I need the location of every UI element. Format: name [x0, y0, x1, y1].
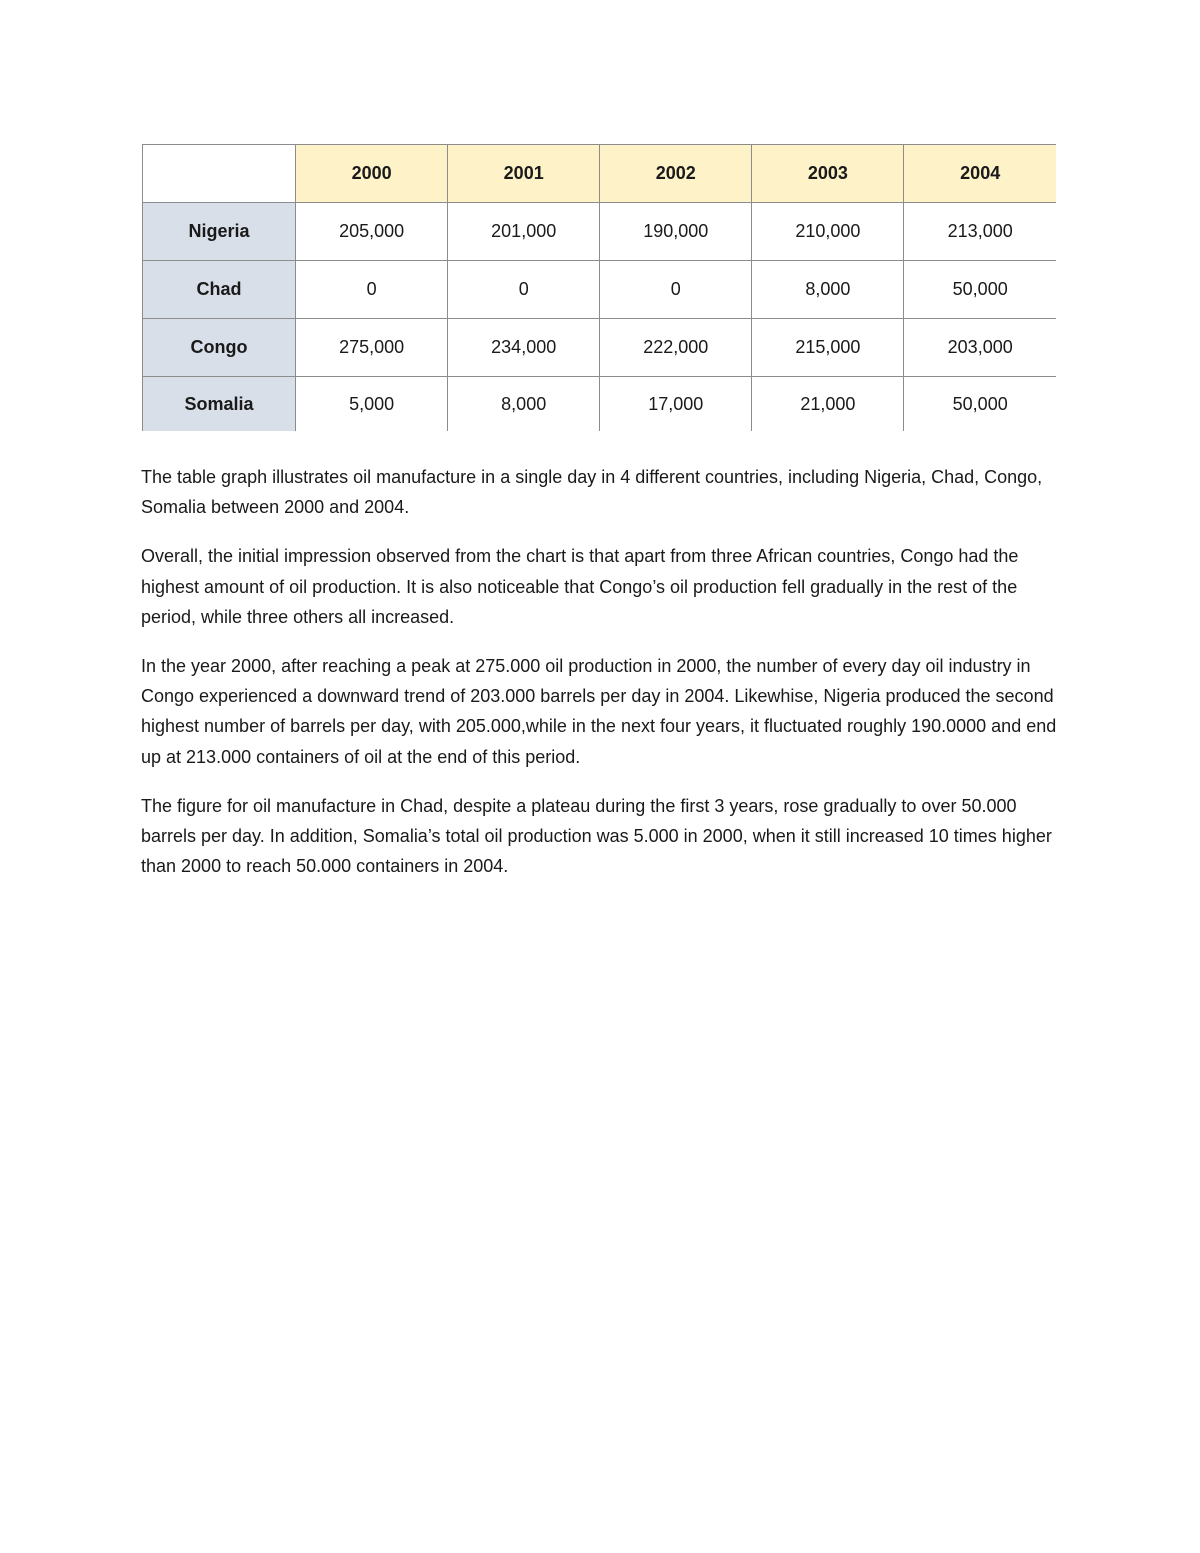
- table-cell: 275,000: [296, 319, 448, 377]
- table-row: [143, 261, 1057, 319]
- year-header: 2000: [296, 145, 448, 203]
- table-corner-cell: [143, 145, 296, 203]
- year-header: 2002: [600, 145, 752, 203]
- country-label: Somalia: [143, 377, 296, 432]
- table-cell: 50,000: [904, 377, 1056, 432]
- table-row: [143, 203, 1057, 261]
- paragraph-introduction: The table graph illustrates oil manufacture in a single day in 4 different countries, including Nigeria, Chad, Congo, Somalia between 2000 and 2004.: [141, 467, 1043, 518]
- table-cell: 0: [296, 261, 448, 319]
- table-cell: 50,000: [904, 261, 1056, 319]
- table-cell: 222,000: [600, 319, 752, 377]
- table-cell: 17,000: [600, 377, 752, 432]
- paragraph-overview: Overall, the initial impression observed from the chart is that apart from three African countries, Congo had the highest amount of oil production. It is also noticeable that Congo’s oil production fell gradually in the rest of the period, while three others all increased.: [141, 546, 1019, 627]
- year-header: 2004: [904, 145, 1056, 203]
- table-row: [143, 377, 1057, 432]
- table-cell: 215,000: [752, 319, 904, 377]
- table-cell: 0: [448, 261, 600, 319]
- essay-body: [141, 462, 1061, 900]
- table-cell: 5,000: [296, 377, 448, 432]
- table-cell: 201,000: [448, 203, 600, 261]
- paragraph-body-2: The figure for oil manufacture in Chad, despite a plateau during the first 3 years, rose gradually to over 50.000 barrels per day. In addition, Somalia’s total oil production was 5.000 in 2000, when it still increased 10 times higher than 2000 to reach 50.000 containers in 2004.: [141, 795, 1052, 877]
- table-cell: 205,000: [296, 203, 448, 261]
- year-header: 2003: [752, 145, 904, 203]
- country-label: Congo: [143, 319, 296, 377]
- table-cell: 210,000: [752, 203, 904, 261]
- table-cell: 8,000: [752, 261, 904, 319]
- year-header: 2001: [448, 145, 600, 203]
- table-cell: 0: [600, 261, 752, 319]
- table-header-row: [143, 145, 1057, 203]
- table-cell: 213,000: [904, 203, 1056, 261]
- oil-production-table-container: [142, 144, 1056, 431]
- table-cell: 234,000: [448, 319, 600, 377]
- table-cell: 203,000: [904, 319, 1056, 377]
- table-cell: 190,000: [600, 203, 752, 261]
- country-label: Chad: [143, 261, 296, 319]
- country-label: Nigeria: [143, 203, 296, 261]
- table-cell: 21,000: [752, 377, 904, 432]
- table-row: [143, 319, 1057, 377]
- table-cell: 8,000: [448, 377, 600, 432]
- paragraph-body-1: In the year 2000, after reaching a peak at 275.000 oil production in 2000, the number of every day oil industry in Congo experienced a downward trend of 203.000 barrels per day in 2004. Likewhise, Nigeria produced the second highest number of barrels per day, with 205.000,while in the next four years, it fluctuated roughly 190.0000 and end up at 213.000 containers of oil at the end of this period.: [141, 656, 1057, 767]
- oil-production-table: [142, 144, 1056, 431]
